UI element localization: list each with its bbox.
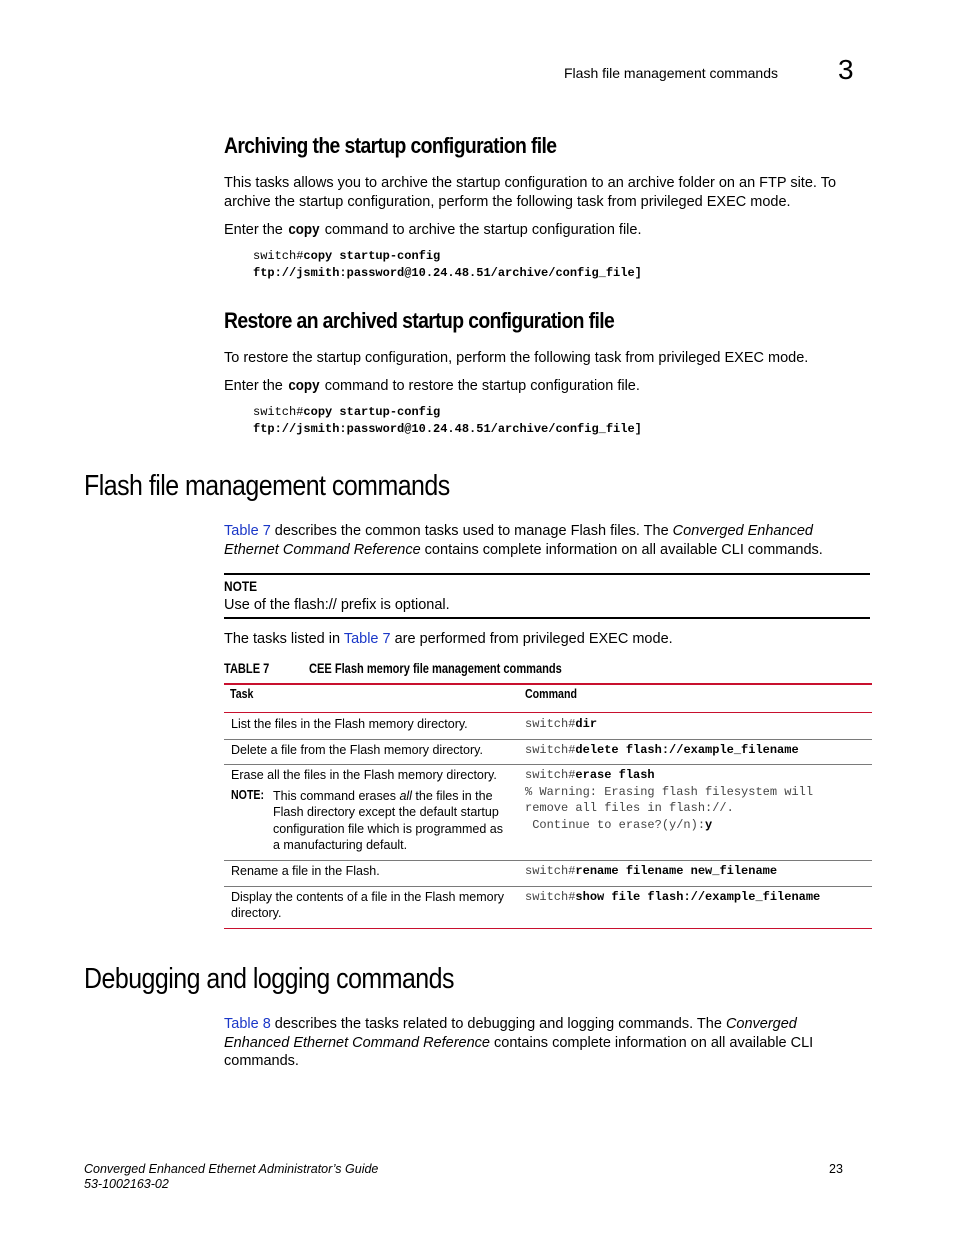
row-note-post: the files in the Flash directory except the default startup configuration file which is programmed as a manufacturing default. [273,789,503,852]
code-url: ftp://jsmith:password@10.24.48.51/archive/config_file] [253,422,642,436]
cmd-prompt: switch# [525,743,576,757]
archive-copy-keyword: copy [288,222,320,238]
table-top-rule [224,683,872,685]
row-note-pre: This command erases [273,789,400,803]
table-row-task: Display the contents of a file in the Flash memory directory. [231,890,505,920]
code-command: copy startup-config [303,405,441,419]
table-row-command [525,742,799,759]
row-divider [224,739,872,740]
debug-intro-reference: Converged Enhanced Ethernet Command Reference [224,1016,797,1051]
table-caption: CEE Flash memory file management commands [309,661,562,676]
heading-restore: Restore an archived startup configuration file [224,308,615,333]
table-row-task: Rename a file in the Flash. [231,864,380,878]
heading-archive: Archiving the startup configuration file [224,133,557,158]
code-command: copy startup-config [303,249,441,263]
table-row-task: List the files in the Flash memory directory. [231,717,468,731]
tasks-post: are performed from privileged EXEC mode. [390,631,673,647]
note-text: Use of the flash:// prefix is optional. [224,597,450,613]
table-row-command [525,889,820,906]
row-divider [224,764,872,765]
restore-instruction-post: command to restore the startup configuration file. [320,378,640,394]
row-note-label: NOTE: [231,788,265,802]
table-bottom-rule [224,928,872,929]
heading-flash: Flash file management commands [84,470,450,502]
table8-link[interactable]: Table 8 [224,1016,271,1032]
table7-link[interactable]: Table 7 [224,523,271,539]
cmd-output-line: % Warning: Erasing flash filesystem will [525,784,814,799]
cmd-text: erase flash [575,768,655,782]
cmd-text: dir [575,717,598,731]
cmd-prompt: switch# [525,768,576,782]
tasks-sentence [224,630,864,649]
row-divider [224,860,872,861]
column-header-command: Command [525,687,577,701]
flash-intro-mid: describes the common tasks used to manage Flash files. The [270,523,673,539]
table7-link-2[interactable]: Table 7 [343,631,391,647]
table-header-rule [224,712,872,713]
row-note-text [273,788,513,853]
restore-instruction [224,377,864,396]
code-url: ftp://jsmith:password@10.24.48.51/archive/config_file] [253,266,642,280]
cmd-output-line: Continue to erase?(y/n): [525,817,706,832]
cmd-output-answer: y [705,817,713,832]
page-number: 23 [829,1162,843,1176]
cmd-prompt: switch# [525,890,576,904]
running-header-title: Flash file management commands [564,65,778,81]
debug-intro-post: contains complete information on all available CLI commands. [224,1034,814,1069]
row-note-emph: all [399,789,412,803]
flash-intro [224,522,864,559]
table-row-command [525,767,813,833]
column-header-task: Task [230,687,254,701]
cmd-prompt: switch# [525,864,576,878]
debug-intro-mid: describes the tasks related to debugging and logging commands. The [270,1016,726,1032]
table-label: TABLE 7 [224,661,270,676]
table-row-task: Erase all the files in the Flash memory directory. [231,768,497,782]
note-top-rule [224,573,870,575]
heading-debugging: Debugging and logging commands [84,963,454,995]
archive-paragraph: This tasks allows you to archive the startup configuration to an archive folder on an FTP site. To archive the startup configuration, perform the following task from privileged EXEC mode. [224,175,837,210]
cmd-output-line: remove all files in flash://. [525,801,734,815]
footer-guide-title: Converged Enhanced Ethernet Administrator’s Guide [84,1162,379,1176]
code-prompt: switch# [253,249,304,263]
row-divider [224,886,872,887]
note-label: NOTE [224,578,258,594]
archive-instruction-pre: Enter the [224,222,287,238]
tasks-pre: The tasks listed in [224,631,344,647]
debug-intro [224,1015,864,1071]
cmd-text: show file flash://example_filename [575,890,821,904]
table-row-command [525,716,597,733]
chapter-number: 3 [838,54,854,85]
footer-doc-number: 53-1002163-02 [84,1177,169,1191]
cmd-text: rename filename new_filename [575,864,778,878]
table-row-command [525,863,777,880]
archive-code-block [253,248,642,282]
restore-copy-keyword: copy [288,378,320,394]
flash-intro-post: contains complete information on all available CLI commands. [420,541,823,558]
restore-code-block [253,404,642,438]
archive-instruction-post: command to archive the startup configuration file. [320,222,642,238]
code-prompt: switch# [253,405,304,419]
cmd-prompt: switch# [525,717,576,731]
note-bottom-rule [224,617,870,619]
cmd-text: delete flash://example_filename [575,743,799,757]
table-row-task: Delete a file from the Flash memory directory. [231,743,483,757]
restore-paragraph: To restore the startup configuration, perform the following task from privileged EXEC mode. [224,350,809,366]
archive-instruction [224,221,864,240]
flash-intro-reference: Converged Enhanced Ethernet Command Reference [224,523,813,558]
restore-instruction-pre: Enter the [224,378,287,394]
